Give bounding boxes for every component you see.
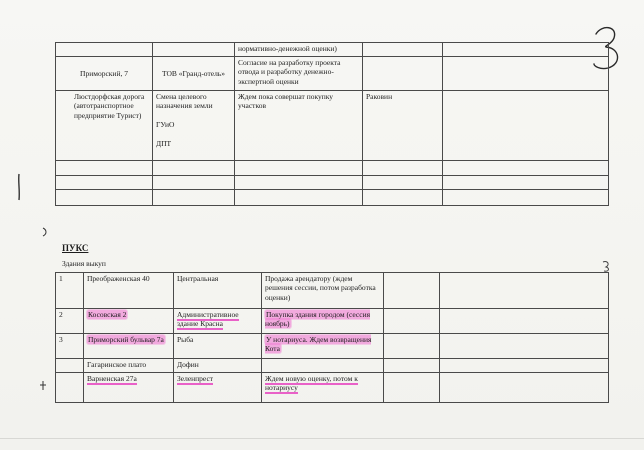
district-cell <box>174 309 262 334</box>
table-cell <box>443 161 609 176</box>
table-cell <box>363 43 443 57</box>
table-cell <box>440 359 609 373</box>
address-cell <box>84 309 174 334</box>
row-number-cell: 2 <box>56 309 84 334</box>
status-cell: Продажа арендатору (ждем решения сессии, потом разработка оценки) <box>262 273 384 309</box>
table-cell <box>384 359 440 373</box>
table-cell <box>443 176 609 190</box>
responsible-cell: Раковин <box>363 91 443 161</box>
table-row <box>56 161 609 176</box>
top-table <box>55 42 609 206</box>
table-cell <box>363 190 443 206</box>
row-number-cell: 1 <box>56 273 84 309</box>
table-cell <box>384 373 440 403</box>
table-cell: нормативно-денежной оценки) <box>235 43 363 57</box>
table-cell <box>443 190 609 206</box>
table-cell <box>235 190 363 206</box>
table-cell <box>56 176 153 190</box>
underlined-text: Зеленпрест <box>177 374 214 383</box>
table-row <box>56 359 609 373</box>
table-cell <box>440 273 609 309</box>
table-row <box>56 57 609 91</box>
row-number-cell <box>56 373 84 403</box>
table-cell <box>363 161 443 176</box>
status-cell <box>262 373 384 403</box>
district-cell: Центральная <box>174 273 262 309</box>
table-cell <box>56 190 153 206</box>
table-cell <box>384 334 440 359</box>
table-cell <box>153 190 235 206</box>
scan-edge-line <box>0 438 644 439</box>
highlighted-text: Косовская 2 <box>88 310 127 319</box>
table-row <box>56 334 609 359</box>
district-cell: Рыба <box>174 334 262 359</box>
row-number-cell: 3 <box>56 334 84 359</box>
table-cell <box>235 161 363 176</box>
action-cell: Смена целевого назначения земли ГУиО ДПТ <box>153 91 235 161</box>
table-row <box>56 176 609 190</box>
buildings-table <box>55 272 609 403</box>
address-cell: Преображенская 40 <box>84 273 174 309</box>
status-cell <box>262 334 384 359</box>
table-row <box>56 43 609 57</box>
table-cell <box>443 91 609 161</box>
section-subtitle: Здания выкуп <box>62 259 106 268</box>
table-cell <box>56 161 153 176</box>
table-row <box>56 309 609 334</box>
table-cell <box>363 176 443 190</box>
scan-artifact-mark <box>12 172 26 202</box>
highlighted-text: Приморский бульвар 7а <box>88 335 164 344</box>
organization-cell: ТОВ «Гранд-отель» <box>153 57 235 91</box>
status-cell: Согласие на разработку проекта отвода и разработку денежно-экспертной оценки <box>235 57 363 91</box>
status-cell: Ждем пока совершат покупку участков <box>235 91 363 161</box>
table-cell <box>440 373 609 403</box>
table-cell <box>443 43 609 57</box>
table-cell <box>363 57 443 91</box>
status-cell <box>262 359 384 373</box>
table-cell <box>443 57 609 91</box>
district-cell: Дофин <box>174 359 262 373</box>
table-cell <box>235 176 363 190</box>
address-cell <box>84 334 174 359</box>
table-cell <box>440 309 609 334</box>
highlighted-text: У нотариуса. Ждем возвращения Кота <box>265 335 372 354</box>
table-row <box>56 373 609 403</box>
table-cell <box>56 43 153 57</box>
address-cell: Гагаринское плато <box>84 359 174 373</box>
address-cell: Люстдорфская дорога (автотранспортное предприятие Турист) <box>56 91 153 161</box>
highlighted-text: Покупка здания городом (сессия ноябрь) <box>265 310 371 329</box>
table-row <box>56 190 609 206</box>
table-row <box>56 273 609 309</box>
table-cell <box>384 309 440 334</box>
scan-artifact-mark <box>38 378 48 392</box>
table-cell <box>440 334 609 359</box>
table-cell <box>153 161 235 176</box>
underlined-text: Административное здание Красна <box>177 310 239 329</box>
district-cell <box>174 373 262 403</box>
underlined-text: Варненская 27а <box>87 374 137 383</box>
table-row <box>56 91 609 161</box>
row-number-cell <box>56 359 84 373</box>
address-cell: Приморский, 7 <box>56 57 153 91</box>
table-cell <box>153 43 235 57</box>
table-cell <box>153 176 235 190</box>
status-cell <box>262 309 384 334</box>
address-cell <box>84 373 174 403</box>
underlined-text: Ждем новую оценку, потом к нотариусу <box>265 374 358 393</box>
section-title: ПУКС <box>62 243 89 253</box>
table-cell <box>384 273 440 309</box>
scan-artifact-mark <box>40 225 50 239</box>
